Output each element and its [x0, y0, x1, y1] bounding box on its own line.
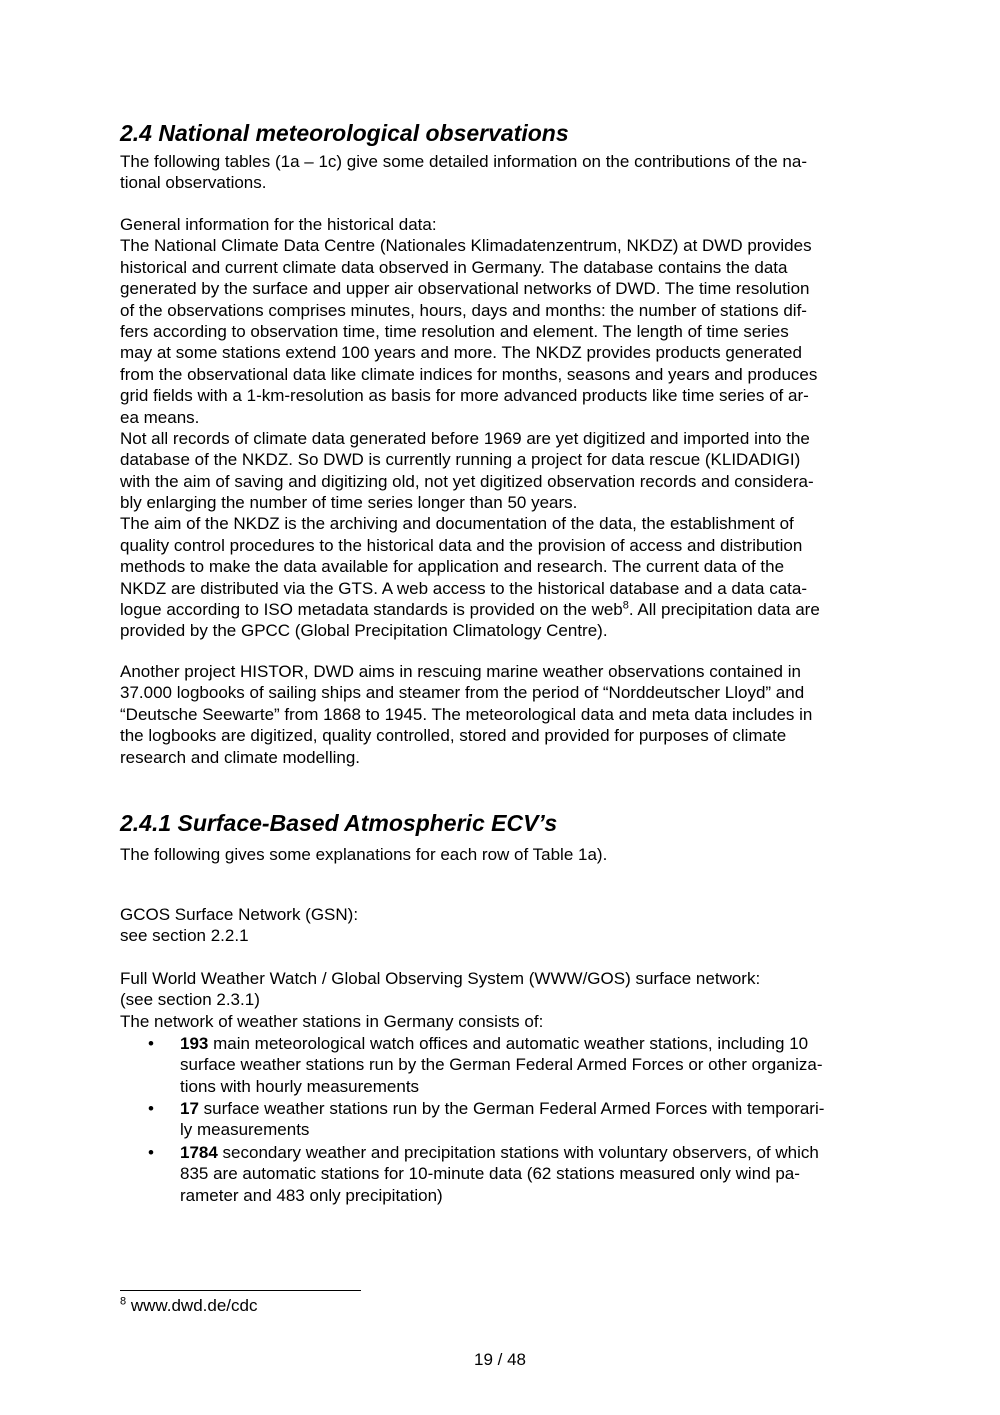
text-line: Another project HISTOR, DWD aims in rescuing marine weather observations contained in [120, 662, 801, 681]
subsection-title: 2.4.1 Surface-Based Atmospheric ECV’s [120, 810, 558, 836]
text-line: historical and current climate data observed in Germany. The database contains the data [120, 257, 788, 277]
footnote-link[interactable]: www.dwd.de/cdc [126, 1296, 258, 1315]
text-line: “Deutsche Seewarte” from 1868 to 1945. The meteorological data and meta data includes in [120, 704, 813, 724]
text-line: General information for the historical data: [120, 215, 437, 234]
text-line: The following gives some explanations for each row of Table 1a). [120, 845, 608, 864]
text-line: GCOS Surface Network (GSN): [120, 905, 359, 924]
text-line: surface weather stations run by the German Federal Armed Forces or other organiza- [180, 1055, 823, 1075]
text-span: . All precipitation data are [628, 600, 820, 620]
text-line: 835 are automatic stations for 10-minute data (62 stations measured only wind pa- [180, 1164, 800, 1184]
text-line: grid fields with a 1-km-resolution as basis for more advanced products like time series of ar- [120, 386, 809, 406]
text-line: of the observations comprises minutes, hours, days and months: the number of stations dif- [120, 300, 807, 320]
page-number: 19 / 48 [474, 1350, 526, 1369]
text-line: generated by the surface and upper air observational networks of DWD. The time resolution [120, 279, 810, 299]
footnote-divider [120, 1290, 361, 1291]
text-line: the logbooks are digitized, quality controlled, stored and provided for purposes of climate [120, 726, 787, 746]
bullet-icon: • [148, 1099, 154, 1118]
text-line: The network of weather stations in Germany consists of: [120, 1011, 544, 1031]
text-line: NKDZ are distributed via the GTS. A web access to the historical database and a data cata- [120, 578, 807, 598]
section-title: 2.4 National meteorological observations [120, 120, 569, 146]
text-line: The National Climate Data Centre (Nationales Klimadatenzentrum, NKDZ) at DWD provides [120, 236, 812, 256]
text-line: provided by the GPCC (Global Precipitation Climatology Centre). [120, 621, 608, 641]
paragraph-intro [120, 151, 900, 194]
text-line: Not all records of climate data generated before 1969 are yet digitized and imported into the [120, 428, 810, 448]
text-line: quality control procedures to the historical data and the provision of access and distribution [120, 535, 803, 555]
text-line: fers according to observation time, time resolution and element. The length of time series [120, 321, 789, 341]
text-line: tions with hourly measurements [180, 1076, 420, 1096]
text-span: logue according to ISO metadata standards is provided on the web [120, 600, 623, 620]
bullet-icon: • [148, 1034, 154, 1053]
text-span: secondary weather and precipitation stations with voluntary observers, of which [217, 1143, 819, 1162]
text-line: bly enlarging the number of time series longer than 50 years. [120, 493, 578, 513]
bullet-icon: • [148, 1143, 154, 1162]
text-span: surface weather stations run by the German Federal Armed Forces with temporari- [198, 1099, 825, 1118]
bold-count: 193 [180, 1034, 209, 1053]
paragraph-historical [120, 214, 900, 642]
bullet-text [180, 1033, 898, 1097]
text-line: may at some stations extend 100 years and more. The NKDZ provides products generated [120, 343, 802, 363]
paragraph-histor [120, 661, 900, 768]
text-line: methods to make the data available for application and research. The current data of the [120, 557, 785, 577]
footnote-reference: 8 [622, 599, 629, 612]
text-line: The following tables (1a – 1c) give some detailed information on the contributions of the na- [120, 152, 808, 171]
text-line: tional observations. [120, 173, 267, 193]
text-line [180, 1033, 898, 1054]
text-line [180, 1098, 898, 1119]
bold-count: 17 [180, 1099, 199, 1118]
bullet-text [180, 1098, 898, 1141]
text-line: ea means. [120, 407, 200, 427]
text-line: Full World Weather Watch / Global Observing System (WWW/GOS) surface network: [120, 969, 761, 988]
footnote [120, 1296, 257, 1316]
bullet-item [148, 1142, 898, 1206]
text-line [180, 1142, 898, 1163]
bullet-item [148, 1033, 898, 1097]
text-line: rameter and 483 only precipitation) [180, 1185, 443, 1205]
paragraph-gsn [120, 904, 900, 947]
text-line: The aim of the NKDZ is the archiving and documentation of the data, the establishment of [120, 514, 794, 534]
paragraph-subsection-intro [120, 844, 900, 865]
text-span: main meteorological watch offices and automatic weather stations, including 10 [208, 1034, 809, 1053]
bullet-text [180, 1142, 898, 1206]
text-line: with the aim of saving and digitizing old, not yet digitized observation records and considera- [120, 471, 814, 491]
text-line: ly measurements [180, 1120, 310, 1140]
text-line [120, 599, 900, 620]
text-line: see section 2.2.1 [120, 926, 249, 946]
footnote-number: 8 [120, 1295, 127, 1308]
text-line: (see section 2.3.1) [120, 990, 260, 1010]
bold-count: 1784 [180, 1143, 218, 1162]
paragraph-www [120, 968, 900, 1032]
text-line: database of the NKDZ. So DWD is currently running a project for data rescue (KLIDADIGI) [120, 450, 801, 470]
text-line: research and climate modelling. [120, 747, 361, 767]
text-line: 37.000 logbooks of sailing ships and steamer from the period of “Norddeutscher Lloyd” and [120, 683, 805, 703]
bullet-item [148, 1098, 898, 1141]
text-line: from the observational data like climate indices for months, seasons and years and produces [120, 364, 818, 384]
